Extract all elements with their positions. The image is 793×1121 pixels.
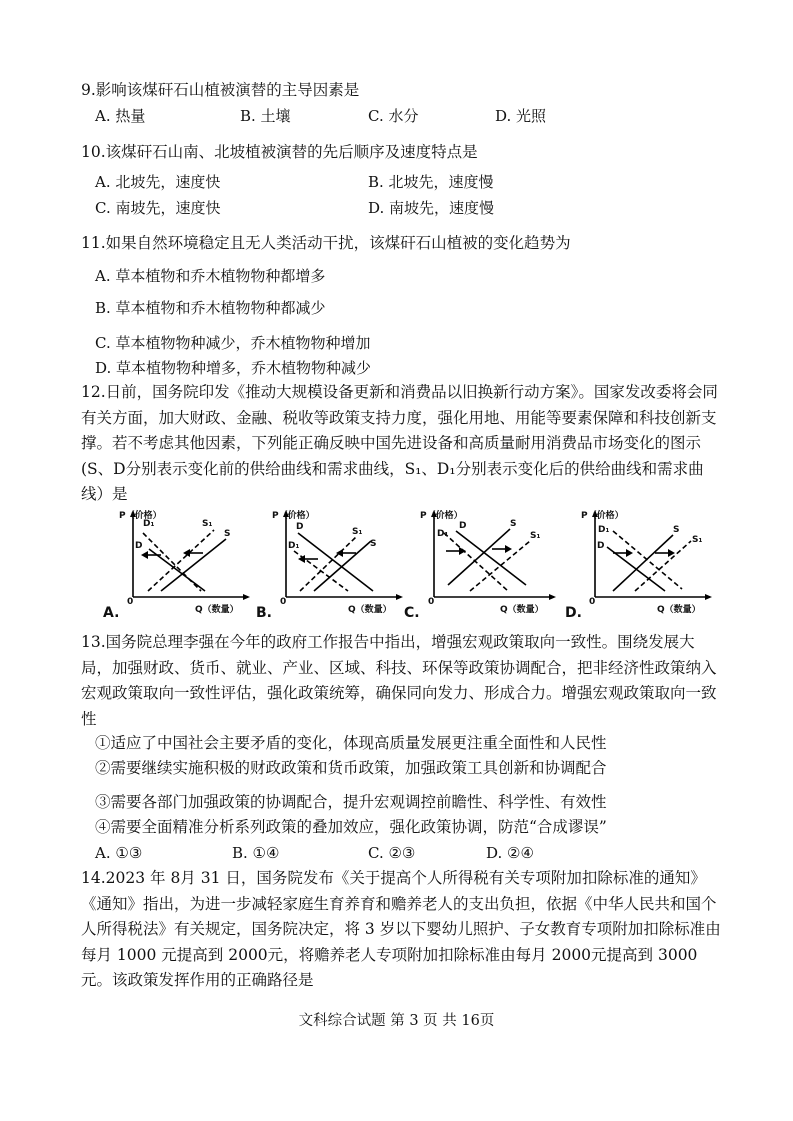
- q13-option-d: D. ②④: [486, 844, 534, 862]
- curve-label-d1: D₁: [288, 541, 300, 551]
- q11-option-a: A. 草本植物和乔木植物物种都增多: [95, 267, 326, 285]
- curve-label-d1: D₁: [598, 525, 610, 535]
- q13-item-3: ③需要各部门加强政策的协调配合，提升宏观调控前瞻性、科学性、有效性: [95, 793, 607, 811]
- curve-label-s: S: [510, 519, 517, 529]
- figure-label-b: B.: [256, 605, 272, 621]
- origin-label: 0: [127, 597, 134, 607]
- q13-item-1: ①适应了中国社会主要矛盾的变化，体现高质量发展更注重全面性和人民性: [95, 734, 607, 752]
- curve-label-d: D: [597, 541, 605, 551]
- question-12-stem: 12.日前，国务院印发《推动大规模设备更新和消费品以旧换新行动方案》。国家发改委将会同有关方面，加大财政、金融、税收等政策支持力度，强化用地、用能等要素保障和科技创新支撑。若不考虑其他因素，下列能正确反映中国先进设备和高质量耐用消费品市场变化的图示(S、D分别表示变化前的供给曲线和需求曲线，S₁、D₁分别表示变化后的供给曲线和需求曲线）是: [81, 383, 718, 503]
- curve-label-s1: S₁: [692, 535, 703, 545]
- curve-s: [613, 535, 673, 591]
- question-13-stem: 13.国务院总理李强在今年的政府工作报告中指出，增强宏观政策取向一致性。围绕发展大局，加强财政、货币、就业、产业、区域、科技、环保等政策协调配合，把非经济性政策纳入宏观政策取向一致性评估，强化政策统筹，确保同向发力、形成合力。增强宏观政策取向一致性: [81, 633, 717, 728]
- figure-c: [404, 505, 559, 620]
- curve-s: [448, 529, 510, 585]
- q13-option-c: C. ②③: [368, 844, 416, 862]
- q10-option-c: C. 南坡先，速度快: [95, 199, 221, 217]
- curve-label-d1: D₁: [437, 529, 449, 539]
- q10-option-d: D. 南坡先，速度慢: [368, 199, 495, 217]
- curve-label-d: D: [135, 541, 143, 551]
- q9-option-b: B. 土壤: [240, 107, 291, 125]
- q13-item-2: ②需要继续实施积极的财政政策和货币政策，加强政策工具创新和协调配合: [95, 759, 607, 777]
- curve-s1: [148, 530, 214, 591]
- x-axis-label: Q（数量）: [348, 605, 392, 615]
- origin-label: 0: [280, 597, 287, 607]
- curve-label-s1: S₁: [202, 519, 213, 529]
- figure-d: [565, 505, 715, 620]
- q11-option-d: D. 草本植物物种增多，乔木植物物种减少: [95, 359, 372, 377]
- q9-option-c: C. 水分: [368, 107, 419, 125]
- q13-option-a: A. ①③: [95, 844, 143, 862]
- q9-option-a: A. 热量: [95, 107, 146, 125]
- page-footer: 文科综合试题 第 3 页 共 16页: [298, 1013, 495, 1029]
- curve-s1: [300, 537, 356, 591]
- curve-label-d1: D₁: [143, 519, 155, 529]
- figure-label-d: D.: [565, 605, 582, 621]
- x-axis-label: Q（数量）: [195, 605, 239, 615]
- curve-label-s: S: [370, 539, 377, 549]
- curve-s1: [635, 541, 691, 591]
- figure-label-a: A.: [103, 605, 120, 621]
- q10-option-a: A. 北坡先，速度快: [95, 173, 221, 191]
- y-axis-label: P（价格）: [119, 511, 162, 521]
- curve-label-s1: S₁: [352, 527, 363, 537]
- question-11-stem: 11.如果自然环境稳定且无人类活动干扰，该煤矸石山植被的变化趋势为: [81, 234, 571, 252]
- origin-label: 0: [428, 597, 435, 607]
- q9-option-d: D. 光照: [495, 107, 547, 125]
- origin-label: 0: [589, 597, 596, 607]
- q10-option-b: B. 北坡先，速度慢: [368, 173, 494, 191]
- curve-label-s: S: [673, 525, 680, 535]
- figure-label-c: C.: [404, 605, 420, 621]
- curve-d: [456, 531, 526, 585]
- curve-label-s: S: [224, 529, 231, 539]
- figure-a: [103, 505, 253, 620]
- q13-option-b: B. ①④: [232, 844, 280, 862]
- q11-option-c: C. 草本植物物种减少，乔木植物物种增加: [95, 334, 371, 352]
- figure-b: [256, 505, 406, 620]
- x-axis-label: Q（数量）: [500, 605, 544, 615]
- y-axis-label: P（价格）: [420, 511, 463, 521]
- x-axis-label: Q（数量）: [657, 605, 701, 615]
- question-10-stem: 10.该煤矸石山南、北坡植被演替的先后顺序及速度特点是: [81, 143, 478, 161]
- question-9-stem: 9.影响该煤矸石山植被演替的主导因素是: [81, 81, 360, 99]
- y-axis-label: P（价格）: [581, 511, 624, 521]
- q11-option-b: B. 草本植物和乔木植物物种都减少: [95, 299, 326, 317]
- curve-d1: [444, 533, 508, 591]
- y-axis-label: P（价格）: [272, 511, 315, 521]
- curve-label-d: D: [459, 521, 467, 531]
- curve-label-d: D: [296, 522, 304, 532]
- q13-item-4: ④需要全面精准分析系列政策的叠加效应，强化政策协调，防范“合成谬误”: [95, 818, 607, 836]
- curve-label-s1: S₁: [530, 531, 541, 541]
- question-14-stem: 14.2023 年 8月 31 日，国务院发布《关于提高个人所得税有关专项附加扣除标准的通知》《通知》指出，为进一步减轻家庭生育养育和赡养老人的支出负担，依据《中华人民共和国个人所得税法》有关规定，国务院决定，将 3 岁以下婴幼儿照护、子女教育专项附加扣除标准由每月 1000 元提高到 2000元，将赡养老人专项附加扣除标准由每月 2000元提高到 3000元。该政策发挥作用的正确路径是: [81, 869, 721, 989]
